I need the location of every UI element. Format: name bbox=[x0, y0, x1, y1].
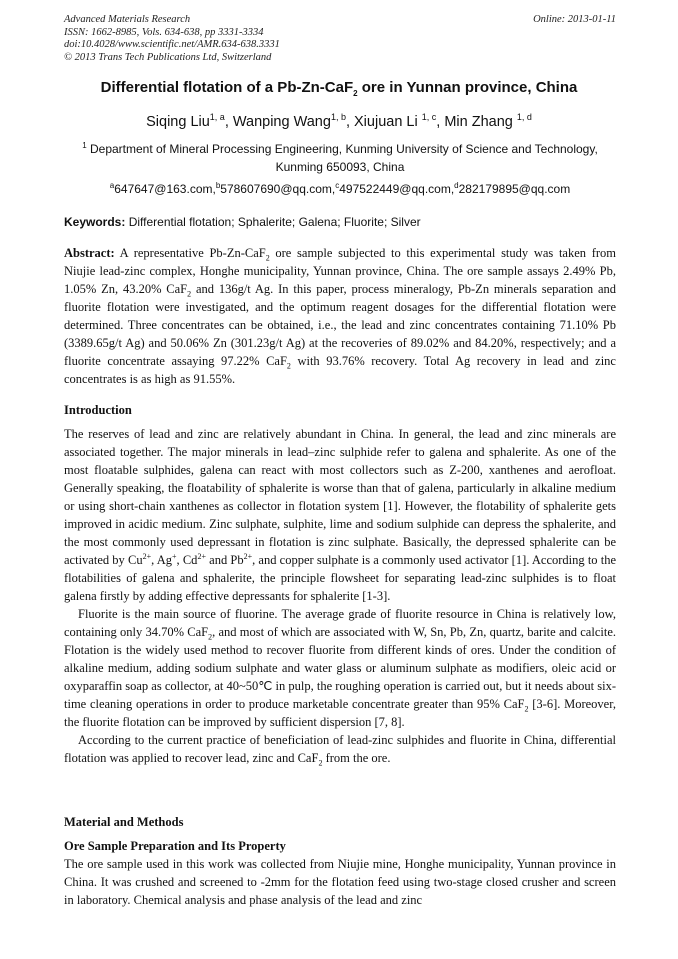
journal-copyright: © 2013 Trans Tech Publications Ltd, Switzerland bbox=[64, 51, 272, 63]
introduction-body bbox=[64, 425, 616, 767]
ore-sample-subheading: Ore Sample Preparation and Its Property bbox=[64, 839, 286, 853]
author-name: Xiujuan Li bbox=[354, 114, 422, 130]
email-address[interactable]: 282179895@qq.com bbox=[458, 182, 571, 196]
journal-header bbox=[64, 14, 616, 64]
keywords bbox=[64, 214, 616, 230]
abstract: Abstract: A representative Pb-Zn-CaF$_2$ ore sample subjected to this experimental study was taken from Niujie lead-zinc complex, Honghe municipality, Yunnan province, China. The ore sample assays 2.49% Pb, 1.05% Zn, 43.20% CaF$_2$ and 136g/t Ag. In this paper, process mineralogy, Pb-Zn minerals separation and fluorite flotation were investigated, and the optimum reagent dosages for the differential flotation were determined. Three concentrates can be obtained, i.e., the lead and zinc concentrates containing 71.10% Pb (3389.65g/t Ag) and 50.06% Zn (301.23g/t Ag) at the recoveries of 89.02% and 84.20%, respectively; and a fluorite concentrate assaying 97.22% CaF$_2$ with 93.76% recovery. Total Ag recovery in lead and zinc concentrates is as high as 91.55%. bbox=[64, 246, 616, 386]
keywords-label: Keywords: bbox=[64, 215, 126, 229]
author-list: Siqing Liu$^{1, a}$, Wanping Wang$^{1, b}$, Xiujuan Li $^{1, c}$, Min Zhang $^{1, d}$ bbox=[146, 112, 532, 130]
paragraph: The reserves of lead and zinc are relatively abundant in China. In general, the lead and zinc minerals are associated together. The major minerals in lead–zinc sulphide refer to galena and sphalerite. As one of the most floatable sulphides, galena can react with most collectors such as Z-200, xanthenes and aerofloat. Generally speaking, the floatability of sphalerite is worse than that of galena, particularly in alkaline medium or using short-chain xanthenes as collector in flotation system [1]. However, the flotability of sphalerite gets improved in acidic medium. Zinc sulphate, sulphite, lime and sodium sulphide can depress the sphalerite, and the most commonly used depressant in flotation is zinc sulphate. Basically, the depressed sphalerite can be activated by $Cu^{2+}$, Ag+, $Cd^{2+}$ and $Pb^{2+}$, and copper sulphate is a commonly used activator [1]. According to the flotabilities of galena and sphalerite, the principle flowsheet for separating lead-zinc sulphides is to float galena firstly by adding effective depressants for sphalerite [1-3]. bbox=[64, 427, 617, 603]
author-emails: $^a$647647@163.com,$^b$578607690@qq.com,$^c$497522449@qq.com,$^d$282179895@qq.com bbox=[109, 181, 571, 196]
paragraph: The ore sample used in this work was collected from Niujie mine, Honghe municipality, Yunnan province in China. It was crushed and screened to -2mm for the flotation feed using two-stage closed crusher and screen in laboratory. Chemical analysis and phase analysis of the lead and zinc bbox=[64, 857, 616, 907]
introduction-heading: Introduction bbox=[64, 403, 132, 417]
author-name: Wanping Wang bbox=[232, 114, 331, 130]
journal-name: Advanced Materials Research bbox=[64, 14, 191, 25]
journal-issn: ISSN: 1662-8985, Vols. 634-638, pp 3331-3334 bbox=[64, 26, 264, 38]
email-address[interactable]: 497522449@qq.com, bbox=[339, 182, 455, 196]
online-date: Online: 2013-01-11 bbox=[533, 14, 616, 25]
email-address[interactable]: 578607690@qq.com, bbox=[220, 182, 336, 196]
author-name: Siqing Liu bbox=[146, 114, 210, 130]
journal-doi: doi:10.4028/www.scientific.net/AMR.634-638.3331 bbox=[64, 39, 280, 50]
author-name: Min Zhang bbox=[444, 114, 517, 130]
keywords-text: Differential flotation; Sphalerite; Galena; Fluorite; Silver bbox=[125, 215, 421, 229]
affiliation: $^1$ Department of Mineral Processing Engineering, Kunming University of Science and Technology, Kunming 650093, China bbox=[82, 141, 598, 174]
email-address[interactable]: 647647@163.com, bbox=[114, 182, 216, 196]
abstract-label: Abstract: bbox=[64, 246, 115, 260]
paper-title: Differential flotation of a Pb-Zn-CaF$_2$ ore in Yunnan province, China bbox=[100, 79, 578, 98]
ore-sample-body bbox=[64, 855, 616, 909]
paragraph: According to the current practice of beneficiation of lead-zinc sulphides and fluorite in China, differential flotation was applied to recover lead, zinc and CaF$_2$ from the ore. bbox=[64, 733, 616, 768]
paragraph: Fluorite is the main source of fluorine. The average grade of fluorite resource in China is relatively low, containing only 34.70% CaF$_2$, and most of which are associated with W, Sn, Pb, Zn, quartz, barite and calcite. Flotation is the widely used method to recover fluorite from different kinds of ores. Under the condition of alkaline medium, adding sodium sulphate and water glass or aluminum sulphate as modifiers, oleic acid or oxyparaffin soap as collector, at 40~50℃ in pulp, the roughing operation is carried out, but it needs about six-time cleaning operations in order to produce marketable concentrate greater than 95% CaF$_2$ [3-6]. Moreover, the fluorite flotation can be improved by sufficient dispersion [7, 8]. bbox=[64, 607, 616, 729]
materials-heading: Material and Methods bbox=[64, 815, 184, 829]
